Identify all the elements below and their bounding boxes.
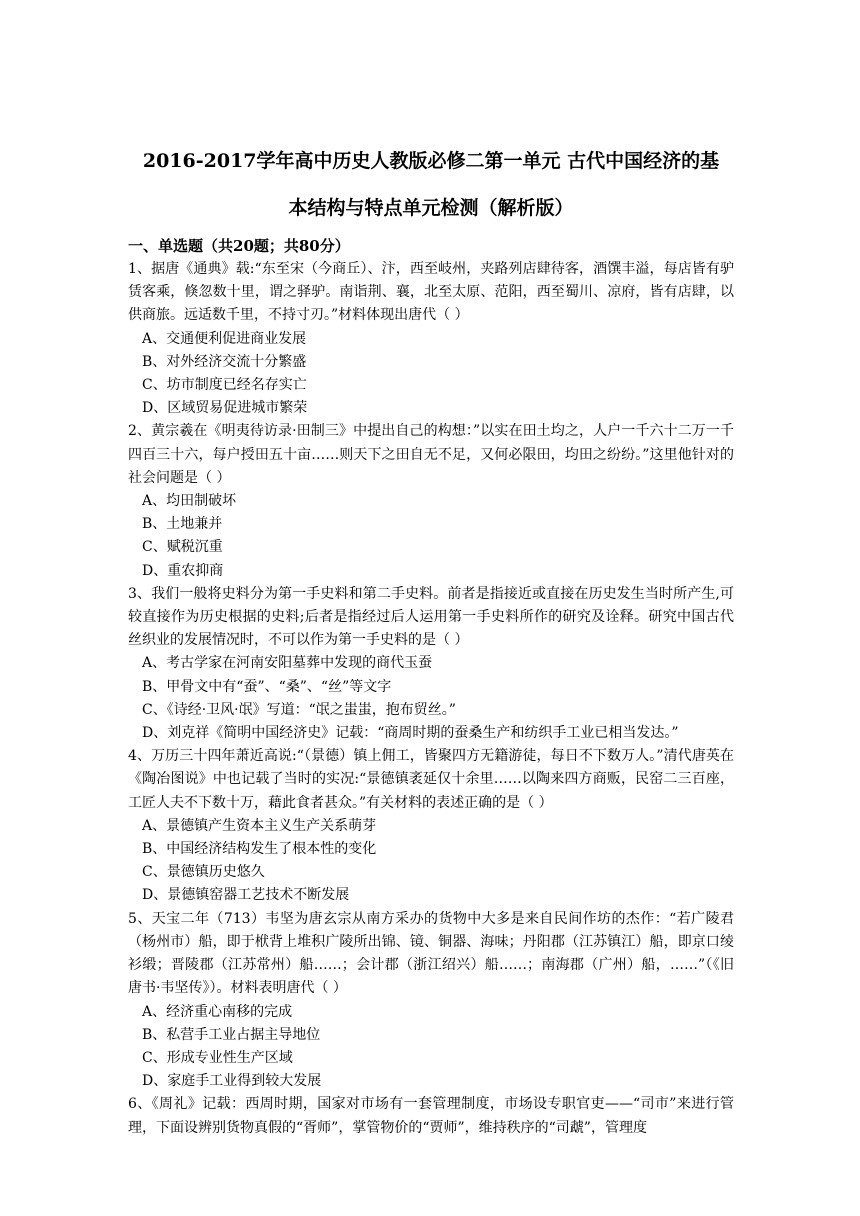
section-heading: 一、单选题（共20题；共80分） — [128, 237, 350, 255]
option-c: C、景德镇历史悠久 — [142, 864, 265, 881]
option-b: B、中国经济结构发生了根本性的变化 — [142, 841, 377, 858]
option-c: C、《诗经·卫风·氓》写道：“氓之蚩蚩，抱布贸丝。” — [142, 701, 456, 718]
question-3 — [128, 583, 734, 745]
option-a: A、经济重心南移的完成 — [142, 1003, 293, 1020]
document-title-line1: 2016-2017学年高中历史人教版必修二第一单元 古代中国经济的基 — [142, 150, 720, 172]
document-page — [128, 138, 734, 1140]
option-c: C、坊市制度已经名存实亡 — [142, 377, 307, 394]
option-a: A、均田制破坏 — [142, 493, 237, 510]
question-stem: 2、黄宗羲在《明夷待访录·田制三》中提出自己的构想：”以实在田土均之，人户一千六十二万一千四百三十六，每户授田五十亩……则天下之田自无不足，又何必限田，均田之纷纷。”这里他针对的社会问题是（ ） — [128, 423, 734, 486]
question-1 — [128, 258, 734, 420]
document-title-line2: 本结构与特点单元检测（解析版） — [288, 197, 574, 219]
option-d: D、重农抑商 — [142, 562, 224, 579]
option-a: A、景德镇产生资本主义生产关系萌芽 — [142, 817, 377, 834]
option-d: D、景德镇窑器工艺技术不断发展 — [142, 887, 350, 904]
option-d: D、区域贸易促进城市繁荣 — [142, 400, 308, 417]
question-2 — [128, 420, 734, 582]
option-b: B、土地兼并 — [142, 516, 223, 533]
option-c: C、赋税沉重 — [142, 539, 223, 556]
option-b: B、甲骨文中有“蚕”、“桑”、“丝”等文字 — [142, 678, 392, 695]
option-a: A、交通便利促进商业发展 — [142, 330, 307, 347]
option-c: C、形成专业性生产区域 — [142, 1049, 293, 1066]
option-d: D、家庭手工业得到较大发展 — [142, 1073, 322, 1090]
question-stem: 1、据唐《通典》载:“东至宋（今商丘）、汴，西至岐州，夹路列店肆待客，酒馔丰溢，每店皆有驴赁客乘，倏忽数十里，谓之驿驴。南诣荆、襄，北至太原、范阳，西至蜀川、凉府，皆有店肆，以供商旅。远适数千里，不持寸刃。”材料体现出唐代（ ） — [128, 261, 734, 324]
question-stem: 3、我们一般将史料分为第一手史料和第二手史料。前者是指接近或直接在历史发生当时所产生,可较直接作为历史根据的史料;后者是指经过后人运用第一手史料所作的研究及诠释。研究中国古代丝织业的发展情况时，不可以作为第一手史料的是（ ） — [128, 585, 734, 649]
option-b: B、私营手工业占据主导地位 — [142, 1026, 321, 1043]
question-6 — [128, 1093, 734, 1139]
option-d: D、刘克祥《简明中国经济史》记载：“商周时期的蚕桑生产和纺织手工业已相当发达。” — [142, 725, 679, 742]
question-stem: 4、万历三十四年萧近高说:“（景德）镇上佣工，皆聚四方无籍游徒，每日不下数万人。”清代唐英在《陶冶图说》中也记载了当时的实况:“景德镇袤延仅十余里……以陶来四方商贩，民窑二三百座，工匠人夫不下数十万，藉此食者甚众。”有关材料的表述正确的是（ ） — [128, 748, 734, 811]
question-stem: 5、天宝二年（713）韦坚为唐玄宗从南方采办的货物中大多是来自民间作坊的杰作：“若广陵君（杨州市）船，即于栿背上堆积广陵所出锦、镜、铜器、海味；丹阳郡（江苏镇江）船，即京口绫衫缎；晋陵郡（江苏常州）船……；会计郡（浙江绍兴）船……；南海郡（广州）船，……”（《旧唐书·韦坚传》）。材料表明唐代（ ） — [128, 910, 734, 997]
question-4 — [128, 745, 734, 907]
option-b: B、对外经济交流十分繁盛 — [142, 353, 307, 370]
question-stem: 6、《周礼》记载：西周时期，国家对市场有一套管理制度，市场设专职官吏——“司市”来进行管理，下面设辨别货物真假的“胥师”，掌管物价的“贾师”，维持秩序的“司虣”，管理度 — [128, 1096, 734, 1136]
option-a: A、考古学家在河南安阳墓葬中发现的商代玉蚕 — [142, 655, 433, 672]
question-5 — [128, 908, 734, 1094]
